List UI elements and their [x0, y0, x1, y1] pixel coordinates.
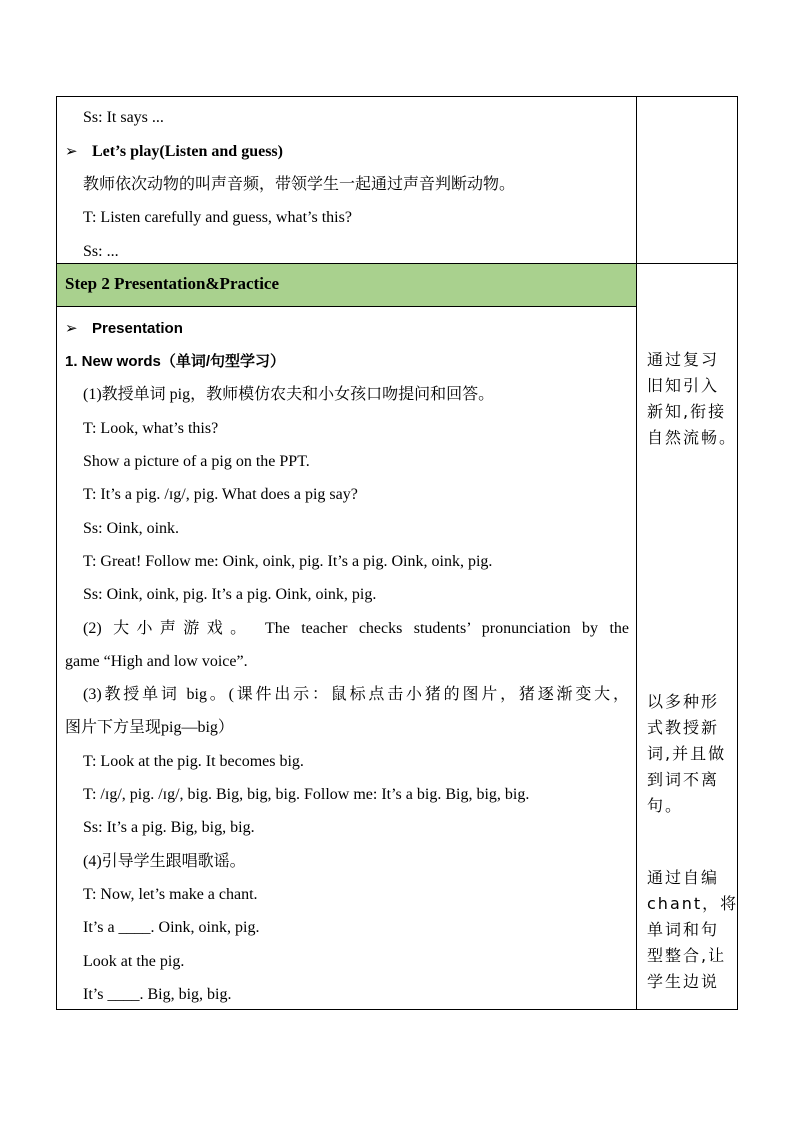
note-line: 到词不离 [647, 770, 720, 789]
text-line: Look at the pig. [83, 953, 185, 970]
note-line: 句。 [647, 796, 684, 815]
text-line: T: Look at the pig. It becomes big. [83, 753, 304, 770]
text-line: T: Listen carefully and guess, what’s this? [83, 209, 352, 226]
step-title: Step 2 Presentation&Practice [65, 274, 280, 293]
text-line: Ss: It says ... [83, 109, 164, 126]
text-line: It’s a ____. Oink, oink, pig. [83, 919, 260, 936]
note-line: chant，将 [647, 894, 739, 913]
text-line: Show a picture of a pig on the PPT. [83, 453, 310, 470]
text-line: It’s ____. Big, big, big. [83, 986, 232, 1003]
note-line: 通过复习 [647, 350, 720, 369]
section-heading: Presentation [92, 320, 183, 337]
note-line: 旧知引入 [647, 376, 720, 395]
note-line: 通过自编 [647, 868, 720, 887]
note-line: 学生边说 [647, 972, 720, 991]
side-note [647, 689, 733, 819]
arrow-bullet-icon: ➢ [65, 142, 78, 160]
note-line: 新知,衔接 [647, 402, 727, 421]
text-line: 教师依次动物的叫声音频，带领学生一起通过声音判断动物。 [83, 176, 516, 193]
text-line: Ss: It’s a pig. Big, big, big. [83, 819, 255, 836]
activity-heading: Let’s play(Listen and guess) [92, 143, 283, 160]
text-line: (1)教授单词 pig，教师模仿农夫和小女孩口吻提问和回答。 [83, 386, 495, 403]
text-line: (3)教授单词 big。(课件出示：鼠标点击小猪的图片，猪逐渐变大， [83, 686, 629, 703]
note-line: 以多种形 [647, 692, 720, 711]
text-line: T: /ɪg/, pig. /ɪg/, big. Big, big, big. Follow me: It’s a big. Big, big, big. [83, 786, 530, 803]
side-note [647, 347, 738, 451]
text-line: T: Look, what’s this? [83, 420, 219, 437]
note-line: 式教授新 [647, 718, 720, 737]
step-header [57, 264, 636, 307]
side-note [647, 865, 739, 995]
text-line: Ss: Oink, oink, pig. It’s a pig. Oink, oink, pig. [83, 586, 377, 603]
text-line: 图片下方呈现pig—big） [65, 719, 234, 736]
text-line: Ss: Oink, oink. [83, 520, 180, 537]
column-divider [636, 97, 637, 1009]
text-line: game “High and low voice”. [65, 653, 248, 670]
lesson-table [56, 96, 738, 1010]
text-line: Ss: ... [83, 243, 119, 260]
arrow-bullet-icon: ➢ [65, 319, 78, 337]
text-line: T: Now, let’s make a chant. [83, 886, 258, 903]
text-line: (4)引导学生跟唱歌谣。 [83, 853, 246, 870]
text-line: T: Great! Follow me: Oink, oink, pig. It’s a pig. Oink, oink, pig. [83, 553, 493, 570]
text-line: T: It’s a pig. /ɪg/, pig. What does a pig say? [83, 486, 358, 503]
text-line: (2) 大小声游戏。 The teacher checks students’ pronunciation by the [83, 620, 629, 637]
note-line: 自然流畅。 [647, 428, 738, 447]
note-line: 词,并且做 [647, 744, 727, 763]
note-line: 单词和句 [647, 920, 720, 939]
note-line: 型整合,让 [647, 946, 727, 965]
subsection-heading: 1. New words（单词/句型学习） [65, 353, 286, 370]
